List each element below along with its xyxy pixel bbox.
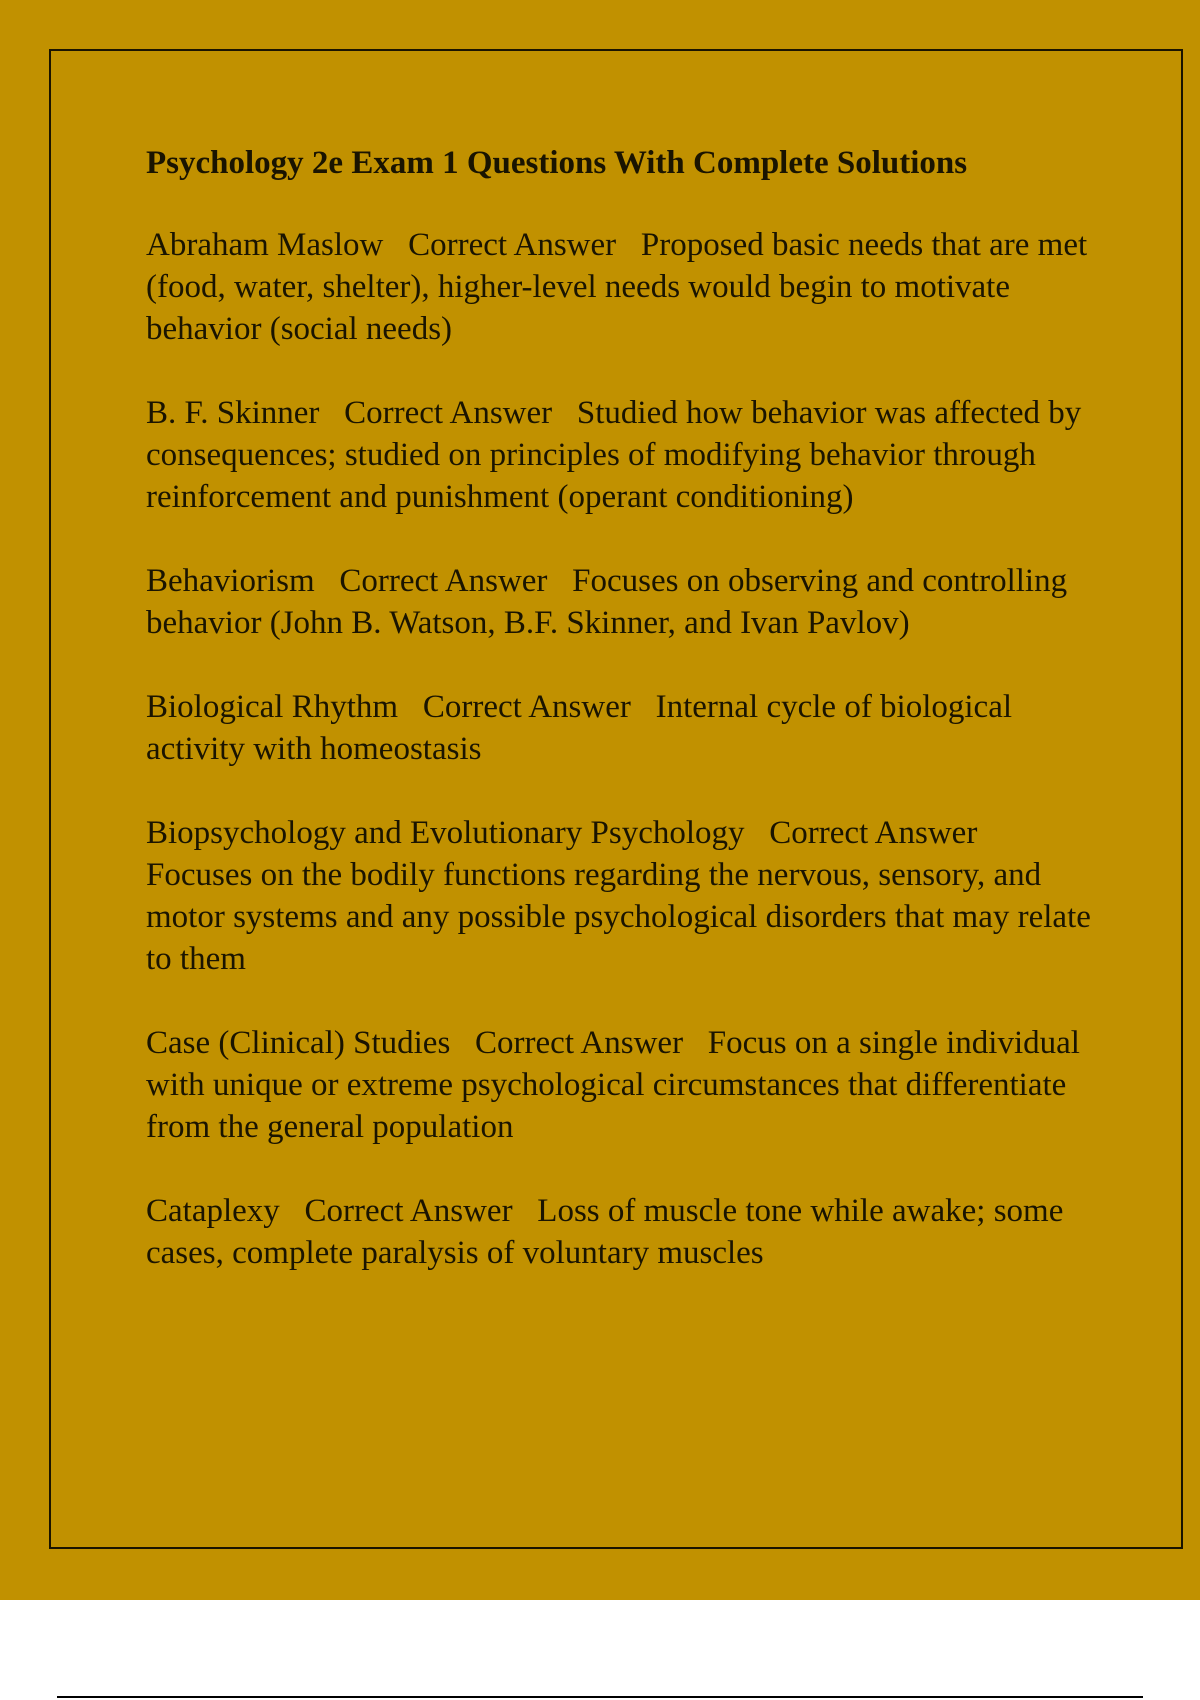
qa-entry: Cataplexy Correct Answer Loss of muscle tone while awake; some cases, complete paralysis of voluntary muscles — [146, 1193, 1072, 1271]
qa-entry: Biopsychology and Evolutionary Psychology Correct Answer Focuses on the bodily functions regarding the nervous, sensory, and motor systems and any possible psychological disorders that may relate to them — [146, 815, 1100, 977]
qa-entry: Case (Clinical) Studies Correct Answer Focus on a single individual with unique or extreme psychological circumstances that differentiate from the general population — [146, 1025, 1089, 1145]
qa-entry: B. F. Skinner Correct Answer Studied how behavior was affected by consequences; studied on principles of modifying behavior through reinforcement and punishment (operant conditioning) — [146, 395, 1090, 515]
qa-entry: Behaviorism Correct Answer Focuses on observing and controlling behavior (John B. Watson, B.F. Skinner, and Ivan Pavlov) — [146, 563, 1076, 641]
page-divider — [57, 1696, 1143, 1698]
qa-entry: Abraham Maslow Correct Answer Proposed basic needs that are met (food, water, shelter), higher-level needs would begin to motivate behavior (social needs) — [146, 227, 1096, 347]
qa-entry: Biological Rhythm Correct Answer Internal cycle of biological activity with homeostasis — [146, 689, 1021, 767]
document-title: Psychology 2e Exam 1 Questions With Complete Solutions — [146, 145, 968, 181]
document-body — [146, 142, 1100, 1316]
